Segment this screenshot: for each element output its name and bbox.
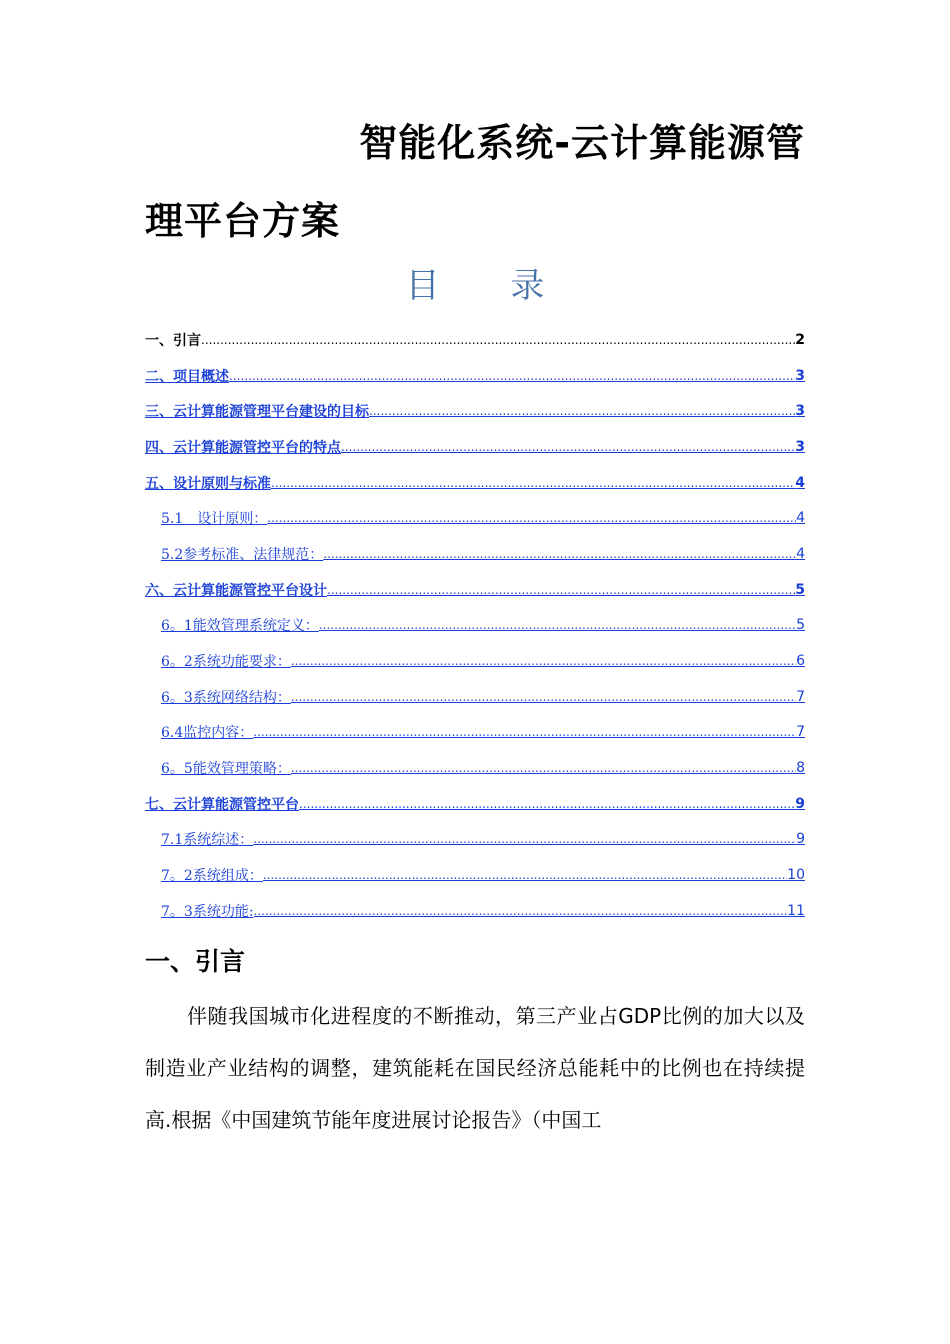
toc-dot-leader (253, 832, 796, 846)
toc-dot-leader (327, 583, 795, 597)
toc-entry-page-number: 2 (795, 331, 805, 348)
toc-dot-leader (291, 690, 796, 704)
table-of-contents (145, 322, 805, 929)
toc-entry[interactable] (145, 857, 805, 893)
toc-dot-leader (299, 797, 795, 811)
toc-entry-page-number: 8 (796, 760, 805, 777)
toc-entry[interactable] (145, 786, 805, 822)
toc-entry[interactable] (145, 536, 805, 572)
toc-entry-title: 6。5能效管理策略： (161, 761, 291, 778)
toc-entry-title: 三、云计算能源管理平台建设的目标 (145, 404, 369, 421)
toc-dot-leader (369, 404, 795, 418)
toc-entry-page-number: 3 (795, 367, 805, 384)
toc-entry-page-number: 9 (795, 795, 805, 812)
toc-entry-page-number: 4 (796, 545, 805, 562)
toc-heading: 目 录 (405, 266, 575, 306)
toc-entry-title: 7。3系统功能: (161, 903, 254, 920)
section-body-paragraph: 伴随我国城市化进程度的不断推动，第三产业占GDP比例的加大以及制造业产业结构的调整，建筑能耗在国民经济总能耗中的比例也在持续提高.根据《中国建筑节能年度进展讨论报告》（中国工 (145, 1004, 805, 1132)
toc-entry-title: 六、云计算能源管控平台设计 (145, 582, 327, 599)
toc-entry[interactable] (145, 393, 805, 429)
toc-entry[interactable] (145, 750, 805, 786)
toc-dot-leader (271, 476, 795, 490)
toc-entry-page-number: 3 (795, 438, 805, 455)
toc-entry-title: 五、设计原则与标准 (145, 475, 271, 492)
toc-entry-page-number: 3 (795, 403, 805, 420)
toc-entry[interactable] (145, 822, 805, 858)
toc-entry[interactable] (145, 500, 805, 536)
toc-dot-leader (323, 547, 796, 561)
toc-entry[interactable] (145, 679, 805, 715)
toc-entry-title: 七、云计算能源管控平台 (145, 796, 299, 813)
toc-entry[interactable] (145, 465, 805, 501)
section-heading-introduction: 一、引言 (145, 947, 246, 976)
toc-entry[interactable] (145, 608, 805, 644)
document-title-line-2: 理平台方案 (145, 199, 341, 243)
toc-dot-leader (201, 333, 795, 347)
toc-entry-page-number: 10 (787, 867, 805, 884)
toc-dot-leader (229, 369, 795, 383)
toc-entry-title: 四、云计算能源管控平台的特点 (145, 439, 341, 456)
toc-entry-page-number: 7 (796, 688, 805, 705)
toc-entry-title: 6.4监控内容： (161, 725, 254, 742)
toc-entry[interactable] (145, 643, 805, 679)
toc-entry-page-number: 6 (796, 653, 805, 670)
toc-entry-page-number: 11 (787, 902, 805, 919)
toc-dot-leader (319, 618, 796, 632)
toc-dot-leader (254, 904, 788, 918)
toc-entry[interactable] (145, 715, 805, 751)
toc-entry-page-number: 9 (796, 831, 805, 848)
toc-dot-leader (267, 511, 796, 525)
toc-entry-page-number: 5 (795, 581, 805, 598)
toc-dot-leader (341, 440, 795, 454)
toc-entry-title: 7。2系统组成： (161, 868, 263, 885)
toc-entry-title: 6。1能效管理系统定义： (161, 618, 319, 635)
toc-entry-title: 一、引言 (145, 332, 201, 349)
toc-dot-leader (291, 761, 796, 775)
toc-entry-page-number: 7 (796, 724, 805, 741)
toc-entry (145, 322, 805, 358)
toc-entry-title: 5.2参考标准、法律规范： (161, 546, 324, 563)
toc-entry-title: 二、项目概述 (145, 368, 229, 385)
toc-entry[interactable] (145, 358, 805, 394)
toc-entry-page-number: 5 (796, 617, 805, 634)
toc-entry[interactable] (145, 429, 805, 465)
toc-entry[interactable] (145, 893, 805, 929)
toc-dot-leader (291, 654, 796, 668)
toc-entry-title: 6。3系统网络结构： (161, 689, 291, 706)
toc-entry-title: 6。2系统功能要求： (161, 654, 291, 671)
toc-entry-title: 7.1系统综述： (161, 832, 254, 849)
toc-entry-title: 5.1 设计原则： (161, 511, 268, 528)
toc-dot-leader (263, 868, 787, 882)
document-title-line-1: 智能化系统-云计算能源管 (359, 121, 805, 165)
toc-entry-page-number: 4 (796, 510, 805, 527)
toc-entry-page-number: 4 (795, 474, 805, 491)
toc-dot-leader (253, 725, 796, 739)
toc-entry[interactable] (145, 572, 805, 608)
